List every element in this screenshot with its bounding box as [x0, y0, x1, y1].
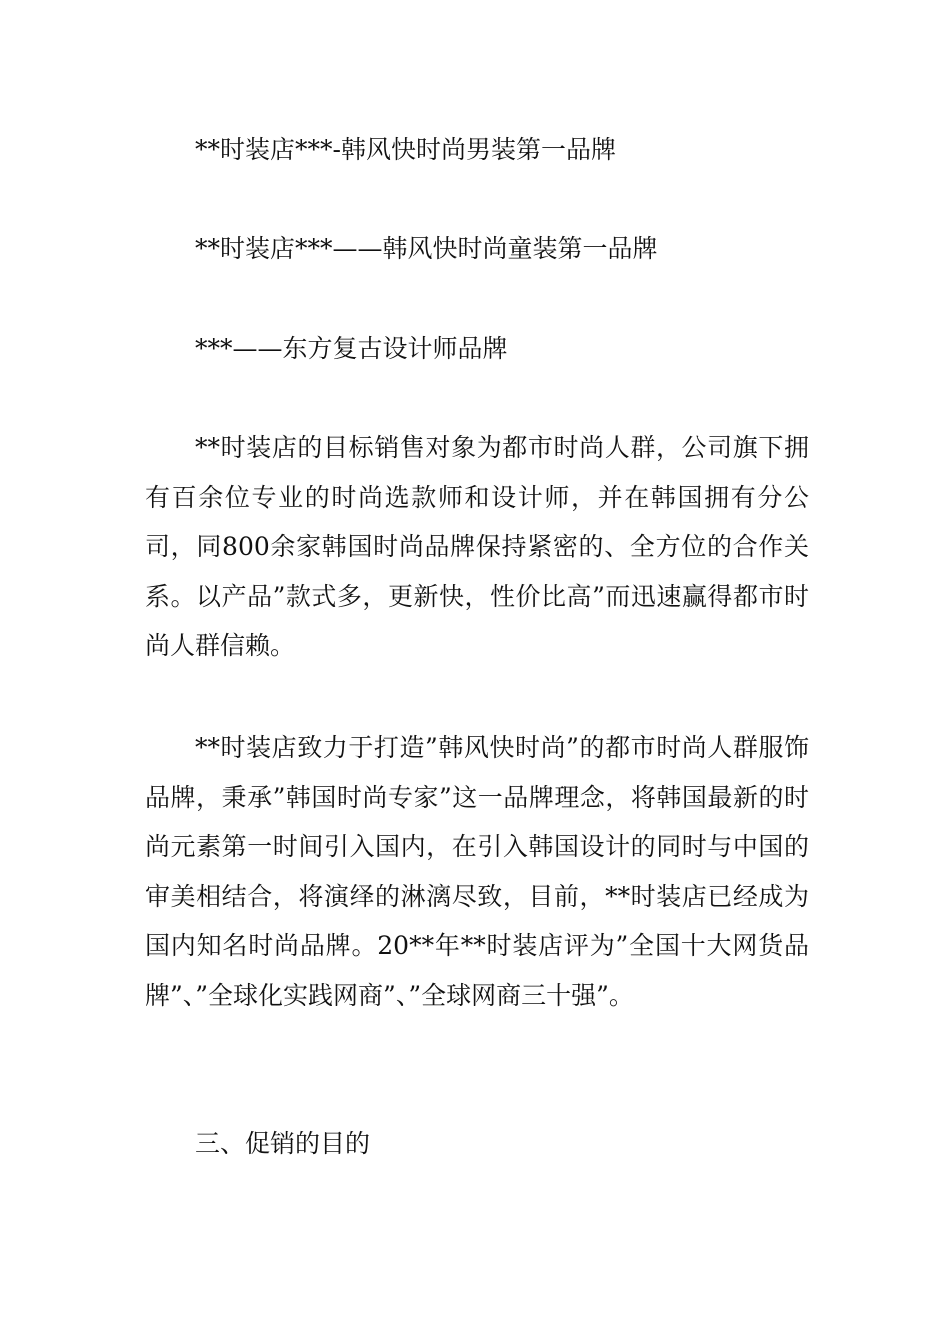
section-heading: 三、促销的目的 [195, 1129, 371, 1158]
brand-line-designer: ***——东方复古设计师品牌 [195, 334, 508, 363]
paragraph-brand-positioning: **时装店致力于打造”韩风快时尚”的都市时尚人群服饰品牌，秉承”韩国时尚专家”这一品牌理念，将韩国最新的时尚元素第一时间引入国内，在引入韩国设计的同时与中国的审美相结合，将演绎的淋漓尽致，目前，**时装店已经成为国内知名时尚品牌。20**年**时装店评为”全国十大网货品牌”、”全球化实践网商”、”全球网商三十强”。 [145, 733, 809, 1010]
paragraph-target-customers: **时装店的目标销售对象为都市时尚人群，公司旗下拥有百余位专业的时尚选款师和设计师，并在韩国拥有分公司，同800余家韩国时尚品牌保持紧密的、全方位的合作关系。以产品”款式多，更新快，性价比高”而迅速赢得都市时尚人群信赖。 [145, 433, 809, 660]
brand-line-menswear: **时装店***-韩风快时尚男装第一品牌 [195, 135, 616, 164]
brand-line-kidswear: **时装店***——韩风快时尚童装第一品牌 [195, 234, 658, 263]
